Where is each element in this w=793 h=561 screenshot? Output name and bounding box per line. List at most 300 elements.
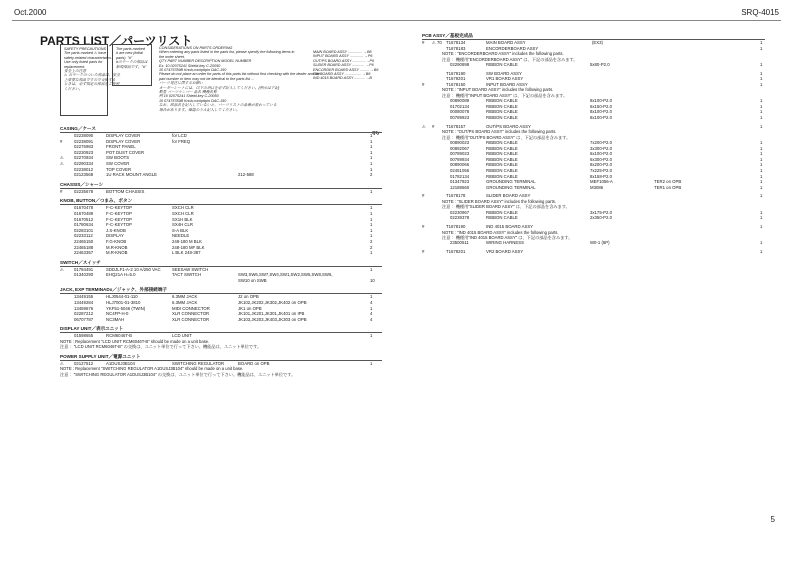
part-number: 23500511 <box>450 240 469 246</box>
part-name: TOP COVER <box>106 166 132 172</box>
part-name: F-C-KEYTOP <box>106 205 132 211</box>
part-name: GROUNDING TERMINAL <box>486 179 536 185</box>
part-number: 02276983 <box>74 144 94 150</box>
part-number: 02123568 <box>74 172 94 178</box>
part-qty: 1 <box>760 40 763 45</box>
part-name: RIBBON CABLE <box>486 109 518 115</box>
assy-note: NOTE : "IND 4015 BOARD ASSY" includes the following parts. <box>442 229 559 235</box>
note-line: ENCORDER BOARD ASSY ......... →B6 <box>313 67 379 72</box>
part-qty: 1 <box>760 179 763 185</box>
part-qty: 1 <box>760 248 763 254</box>
part-name: POT DUST COVER <box>106 149 145 155</box>
part-name: VR1 BOARD ASSY <box>486 76 524 82</box>
part-name: RIBBON CABLE <box>486 139 518 145</box>
part-name: ENCORDERBOARD ASSY <box>486 45 539 51</box>
note-line: parts). "#" <box>116 55 133 60</box>
part-number: 22465188 <box>74 244 94 250</box>
part-number: T1678157 <box>446 123 466 129</box>
part-description: 7x200-P2.0 <box>590 139 612 145</box>
part-description: W0-1 (6P) <box>590 240 610 246</box>
parts-section <box>60 126 382 178</box>
header-model: SRQ-4015 <box>741 8 779 17</box>
part-name: A1DUSJ3B104 <box>106 360 135 366</box>
assy-note: 注意 ：機種用"OUT/PS BOARD ASSY" は、下記の部品を含みます。 <box>442 134 571 140</box>
right-parts-column <box>422 33 765 255</box>
part-name: NC4FP-H-0 <box>106 311 129 317</box>
part-name: RIBBON CABLE <box>486 151 518 157</box>
part-name: HLJ7001-01-3810 <box>106 300 141 306</box>
header-rule <box>12 20 781 21</box>
parts-section <box>60 326 382 349</box>
note-line: パーツ発注に関するお願い <box>159 81 204 86</box>
part-number: 02127512 <box>74 360 94 366</box>
part-qty: 1 <box>370 305 373 311</box>
section-title: JACK, EXP TERMINADx／ジャック、外部接続端子 <box>60 287 382 294</box>
part-number: 02270934 <box>74 155 94 161</box>
part-qty: 1 <box>370 266 373 272</box>
part-number: T1678201 <box>446 248 466 254</box>
part-qty: 1 <box>760 114 763 120</box>
part-name: VR2 BOARD ASSY <box>486 248 524 254</box>
part-description: XLR CONNECTOR <box>172 311 210 317</box>
part-qty: 1 <box>760 123 763 129</box>
part-number: T1678178 <box>446 193 466 199</box>
part-qty: 1 <box>370 133 373 138</box>
part-description: for FREQ <box>172 138 191 144</box>
part-number: 02290334 <box>74 160 94 166</box>
part-remark: BOARD on OPB <box>238 360 270 366</box>
part-qty: 1 <box>760 162 763 168</box>
assy-note: 注意 ：機種用"INPUT BOARD ASSY" は、下記の部品を含みます。 <box>442 92 568 98</box>
part-name: SW COVER <box>106 160 130 166</box>
part-name: WIRING HARNESS <box>486 240 524 246</box>
parts-section <box>60 198 382 255</box>
part-name: SDDJLF1-A-2 10 A/250 VAC <box>106 266 161 272</box>
safety-mark: ⚠ <box>60 160 64 166</box>
unit-note: NOTE : Replacement "LCD UNIT RCM6046T-B" should be made on a unit base. <box>60 339 210 345</box>
part-qty: 1 <box>370 155 373 161</box>
assy-subpart-row <box>422 215 765 221</box>
part-number: 02239378 <box>450 215 470 221</box>
part-description: LCD UNIT <box>172 333 192 339</box>
note-line: INPUT BOARD ASSY ............. →P6 <box>313 54 373 59</box>
part-name: F-C-KEYTOP <box>106 216 132 222</box>
part-name: FRONT PANEL <box>106 144 136 150</box>
mark-2: # <box>432 123 435 129</box>
part-number: T1679190 <box>446 70 466 76</box>
mark-2: ⚠ 70 <box>432 40 442 45</box>
note-line: Ex. 10 02075241 Shield-key C-20050 <box>159 63 221 68</box>
note-line: SAFETY PRECAUTIONS <box>64 47 106 51</box>
part-name: DISPLAY COVER <box>106 138 141 144</box>
note-line: 例 10 02075241 Shield-key C-20050 <box>159 94 219 99</box>
note-line: 上重要な部品ですので交換する <box>64 77 116 82</box>
page-number: 5 <box>770 515 775 524</box>
part-number: 13449284 <box>74 300 94 306</box>
part-number: 00789923 <box>450 114 470 120</box>
part-name: M.R-KNOB <box>106 250 128 256</box>
part-name: RIBBON CABLE <box>486 103 518 109</box>
part-remark: 212-588 <box>238 172 254 178</box>
note-line: QTY PART NUMBER DESCRIPTION MODEL NUMBER <box>159 59 252 64</box>
note-line: 場合があります。確認のうえ記入してください。 <box>159 107 240 112</box>
header-date: Oct.2000 <box>14 8 47 17</box>
part-qty: 1 <box>760 98 763 104</box>
mark-1: # <box>422 81 425 87</box>
mark-1: # <box>422 248 425 254</box>
part-name: YKF51-5046 (TWIN) <box>106 305 146 311</box>
part-qty: 4 <box>370 300 373 306</box>
part-qty: 1 <box>370 149 373 155</box>
part-number: 02287212 <box>74 311 94 317</box>
part-name: DISPLAY <box>106 233 124 239</box>
part-name: J.S-KNOB <box>106 227 126 233</box>
part-number: 06707787 <box>74 316 94 322</box>
part-name: SW BOOTS <box>106 155 130 161</box>
assy-subpart-row <box>422 185 765 191</box>
part-qty: 4 <box>370 316 373 322</box>
part-name: 1U RACK MOUNT ANGLE <box>106 172 158 178</box>
note-line: MAIN BOARD ASSY .............. →B6 <box>313 50 372 54</box>
note-line: When ordering any parts listed in the parts list, please specify the following items in <box>159 50 295 55</box>
part-remark: SW3,SW6,SW7,SW4,SW1,SW2,SW5,SW8,SW6, <box>238 272 333 278</box>
part-qty: 1 <box>370 233 373 239</box>
part-qty: 1 <box>370 205 373 211</box>
part-remark: JK103,JK203,JK403,JK303 on OPB <box>238 316 307 322</box>
part-number: 01702134 <box>450 103 470 109</box>
part-number: 02233112 <box>74 233 93 239</box>
section-title: POWER SUPPLY UNIT／電源ユニット <box>60 354 382 361</box>
part-name: RIBBON CABLE <box>486 145 518 151</box>
part-name: MAIN BOARD ASSY <box>486 40 526 45</box>
part-qty: 1 <box>370 138 373 144</box>
part-name: EHQ21A H=5.0 <box>106 272 136 278</box>
mark-1: # <box>422 223 425 229</box>
note-line: replacement. <box>64 64 86 69</box>
part-name: RIBBON CABLE <box>486 162 518 168</box>
part-qty: 1 <box>760 76 763 82</box>
left-parts-column <box>60 126 382 377</box>
assy-note: NOTE : "ENCORDERBOARD ASSY" includes the following parts. <box>442 51 564 57</box>
part-number: 01598655 <box>74 333 94 339</box>
unit-note: 注意 ："LCD UNIT RCM6046T-B" の交換は、ユニット単位で行って下さい。機能品は、ユニット単位です。 <box>60 344 262 350</box>
part-description: M3086 <box>590 184 604 190</box>
safety-precautions-box <box>60 44 120 116</box>
part-description: 5x80-P2.0 <box>590 62 610 67</box>
part-qty: 1 <box>370 216 373 222</box>
part-description: 248-180 M BLK <box>172 238 202 244</box>
part-qty: 1 <box>760 145 763 151</box>
part-name: RIBBON CABLE <box>486 156 518 162</box>
part-name: F.G-KNOB <box>106 238 127 244</box>
safety-mark: # <box>60 138 63 144</box>
note-line: The parts marked ⚠ have <box>64 51 107 56</box>
assy-note: 注意 ：機種用"SLIDER BOARD ASSY" は、下記の部品を含みます。 <box>442 204 570 210</box>
part-number: 01780634 <box>74 222 94 228</box>
qty-header: Qty <box>372 130 380 135</box>
part-qty: 1 <box>760 70 763 76</box>
assy-row <box>422 249 765 255</box>
part-description: 8x100-P2.0 <box>590 109 612 115</box>
part-qty: 1 <box>370 333 373 339</box>
assy-row <box>422 46 765 52</box>
part-number: 01347923 <box>450 179 470 185</box>
part-number: 22465150 <box>74 238 94 244</box>
part-name: DISPLAY COVER <box>106 133 141 138</box>
safety-mark: ⚠ <box>60 266 64 272</box>
note-line: #のマークの部品は <box>116 60 148 65</box>
assy-note: 注意 ：機種用"IND 4015 BOARD ASSY" は、下記の部品を含みます。 <box>442 234 573 240</box>
part-number: 13449155 <box>74 294 94 300</box>
part-qty: 1 <box>760 173 763 179</box>
assy-row <box>422 224 765 230</box>
part-number: 00890089 <box>450 98 470 104</box>
part-number: 01340290 <box>74 272 94 278</box>
part-description: 6x300-P2.0 <box>590 156 612 162</box>
part-description: NEEDLE <box>172 233 190 239</box>
part-name: RIBBON CABLE <box>486 98 518 104</box>
section-title: CASING／ケース <box>60 126 382 133</box>
part-number: 01782134 <box>450 173 470 179</box>
part-number: 01670489 <box>74 210 94 216</box>
part-qty: 1 <box>760 209 763 215</box>
part-number: 02230967 <box>450 209 470 215</box>
part-remark: SW10 on SWB <box>238 277 267 283</box>
note-line: part number or item may not be identical to the parts list ... <box>159 76 255 81</box>
part-qty: 1 <box>760 240 763 246</box>
part-description: S-A BLK <box>172 227 189 233</box>
part-qty: 1 <box>370 250 373 256</box>
note-line: OUT/PS BOARD ASSY ............ →P6 <box>313 58 375 63</box>
part-description: 6.3MM JACK <box>172 300 198 306</box>
part-remark: JK102,JK202,JK302,JK402 on OPB <box>238 300 307 306</box>
mark-1: ⚠ <box>422 123 426 129</box>
part-description: MEF1056-A <box>590 179 613 185</box>
part-qty: 1 <box>370 210 373 216</box>
part-number: T1678190 <box>446 223 466 229</box>
part-remark: J2 on OPB <box>238 294 259 300</box>
part-description: 8x100-P2.0 <box>590 114 612 120</box>
part-description: 3x300-P2.0 <box>590 145 612 151</box>
part-qty: 1 <box>370 166 373 172</box>
assy-subpart-row <box>422 62 765 68</box>
part-description: for LCD <box>172 133 187 138</box>
part-qty: 1 <box>370 222 373 228</box>
note-line: Use only listed parts for <box>64 60 103 65</box>
part-name: RIBBON CABLE <box>486 173 518 179</box>
part-qty: 1 <box>760 103 763 109</box>
part-qty: 1 <box>760 139 763 145</box>
note-line: CONSIDERATIONS ON PARTS ORDERING <box>159 46 233 50</box>
note-line: Please do not place an order for parts of this parts list without first checking with the dealer and the <box>159 72 320 77</box>
note-line: IND 4015 BOARD ASSY .......... →B <box>313 76 372 81</box>
part-number: 13459676 <box>74 305 94 311</box>
note-line: safety-related characteristics. <box>64 55 112 60</box>
part-qty: 1 <box>760 156 763 162</box>
part-name: BOTTOM CHASSIS <box>106 188 145 194</box>
note-line: オーダーシートには、以下の項目を必ず記入してください。(例示は下記) <box>159 85 280 90</box>
part-qty: 2 <box>370 244 373 250</box>
part-description: 8x200-P2.0 <box>590 162 612 168</box>
part-name: RIBBON CABLE <box>486 215 518 221</box>
part-description: XLR CONNECTOR <box>172 316 210 322</box>
part-description: SEESAW SWITCH <box>172 266 209 272</box>
unit-note: NOTE : Replacement "SWITCHING REGULATOR A1DUSJ3B104" should be made on a unit base. <box>60 366 244 372</box>
ordering-considerations-box <box>156 44 320 119</box>
section-title: DISPLAY UNIT／表示ユニット <box>60 326 382 333</box>
part-qty: 1 <box>370 360 373 366</box>
part-qty: 4 <box>370 311 373 317</box>
part-name: GROUNDING TERMINAL <box>486 184 536 190</box>
section-title: KNOB, BUTTON／つまみ、ボタン <box>60 198 382 205</box>
part-name: RCM6046T-B <box>106 333 133 339</box>
unit-note: 注意 ："SWITCHING REGULATOR A1DUSJ3B104" の交換は、ユニット単位で行って下さい。機能品は、ユニット単位です。 <box>60 371 296 377</box>
part-remark: TER1 on OPB <box>654 184 682 190</box>
part-name: RIBBON CABLE <box>486 62 518 67</box>
part-qty: 1 <box>760 62 763 67</box>
part-remark: JK101,JK201,JK301,JK401 on IPB <box>238 311 305 317</box>
part-name: OUT/PS BOARD ASSY <box>486 123 531 129</box>
note-line: SW BOARD ASSY ................ →B6 <box>313 72 371 77</box>
part-name: SLIDER BOARD ASSY <box>486 193 531 199</box>
part-number: 02451056 <box>450 167 470 173</box>
note-line: # are new (initial <box>116 51 143 56</box>
part-name: F-C-KEYTOP <box>106 222 132 228</box>
note-line: the order sheet. <box>159 54 185 59</box>
part-description: (EX3) <box>592 40 603 45</box>
part-number: T1678183 <box>446 45 466 51</box>
part-number: 02235678 <box>74 188 94 194</box>
safety-mark: # <box>60 188 63 194</box>
part-name: RIBBON CABLE <box>486 167 518 173</box>
part-description: SWITCHING REGULATOR <box>172 360 225 366</box>
part-qty: 1 <box>760 45 763 51</box>
part-description: 3x175-P2.0 <box>590 209 612 215</box>
note-line: ください。 <box>64 86 83 91</box>
part-number: 02283101 <box>74 227 94 233</box>
part-number: T1678134 <box>446 40 466 45</box>
part-name: INPUT BOARD ASSY <box>486 81 528 87</box>
part-number: 02238012 <box>74 166 94 172</box>
part-qty: 1 <box>760 223 763 229</box>
note-line: なお、部品名を記入していないと、パーツリストの品番が変わっている <box>159 103 277 108</box>
part-qty: 1 <box>760 109 763 115</box>
part-qty: 1 <box>370 227 373 233</box>
part-qty: 1 <box>760 193 763 199</box>
assy-note: NOTE : "INPUT BOARD ASSY" includes the following parts. <box>442 87 554 93</box>
part-name: RIBBON CABLE <box>486 114 518 120</box>
part-description: L BLK 248-387 <box>172 250 201 256</box>
mark-1: # <box>422 193 425 199</box>
assy-row <box>422 82 765 88</box>
part-qty: 1 <box>370 144 373 150</box>
parts-section <box>60 287 382 322</box>
part-qty: 2 <box>370 172 373 178</box>
part-number: 02290898 <box>450 62 470 67</box>
mark-1: # <box>422 40 425 45</box>
part-number: 00789934 <box>450 156 470 162</box>
part-description: SX4H CLR <box>172 222 194 228</box>
note-line: 新規部品です。"#" <box>116 64 147 69</box>
part-number: T1678150 <box>446 81 466 87</box>
note-line: 10 07475789B Knob,cockpitpin DAC-150 <box>159 68 227 73</box>
part-number: 00890023 <box>450 139 470 145</box>
assy-row <box>422 124 765 130</box>
part-name: SW BOARD ASSY <box>486 70 522 76</box>
part-row <box>60 317 382 323</box>
part-description: 7x225-P2.0 <box>590 167 612 173</box>
assy-subpart-row <box>422 240 765 246</box>
part-qty: 1 <box>760 151 763 157</box>
assy-note: NOTE : "OUT/PS BOARD ASSY" includes the following parts. <box>442 129 557 135</box>
part-description: MIDI CONNECTOR <box>172 305 210 311</box>
note-line: 安全上の注意 <box>64 69 87 74</box>
safety-mark: ⚠ <box>60 155 64 161</box>
part-name: HLJ0544-01-110 <box>106 294 138 300</box>
part-row <box>60 172 382 178</box>
part-qty: 1 <box>370 188 373 194</box>
new-parts-note-box <box>112 44 152 86</box>
note-line: 数量 パーツナンバー 品名 機種名称 <box>159 90 217 95</box>
part-description: TACT SWITCH <box>172 272 201 278</box>
parts-section <box>60 182 382 195</box>
notes-area <box>60 44 380 119</box>
part-row <box>60 333 382 339</box>
part-number: 02230923 <box>74 149 94 155</box>
part-qty: 1 <box>370 160 373 166</box>
note-line: The parts marked <box>116 47 145 51</box>
part-name: RIBBON CABLE <box>486 209 518 215</box>
part-number: 00789023 <box>450 151 470 157</box>
part-number: 02238091 <box>74 138 94 144</box>
parts-section <box>60 260 382 284</box>
section-title: CHASSIS／シャーシ <box>60 182 382 189</box>
section-title: SWITCH／スイッチ <box>60 260 382 267</box>
part-row <box>60 278 382 284</box>
note-line: ⚠ のマークのついた部品は、安全 <box>64 73 120 78</box>
pcb-assy-title: PCB ASSY／基板完成品 <box>422 33 765 40</box>
part-row <box>60 361 382 367</box>
part-name: NC3MAH <box>106 316 125 322</box>
part-qty: 1 <box>760 81 763 87</box>
part-description: 6.3MM JACK <box>172 294 198 300</box>
assy-subpart-row <box>422 115 765 121</box>
assy-note: 注意 ：機種用"ENCORDERBOARD ASSY" は、下記の部品を含みます。 <box>442 56 578 62</box>
part-number: 22463357 <box>74 250 94 256</box>
part-name: IND 4015 BOARD ASSY <box>486 223 534 229</box>
assy-row <box>422 193 765 199</box>
part-description: SX1H BLK <box>172 216 193 222</box>
pcb-assy-index-box <box>310 48 380 86</box>
part-description: SXCH CLR <box>172 205 194 211</box>
part-number: 01670512 <box>74 216 94 222</box>
part-number: 01784491 <box>74 266 94 272</box>
part-remark: TER2 on OPB <box>654 179 682 185</box>
part-description: SXCH CLR <box>172 210 194 216</box>
note-line: SLIDER BOARD ASSY ............ →P6 <box>313 63 374 68</box>
note-line: ときは、必ず指定の部品をご使用 <box>64 82 120 87</box>
part-description: 8x158-P2.0 <box>590 173 612 179</box>
assy-note: NOTE : "SLIDER BOARD ASSY" includes the following parts. <box>442 198 556 204</box>
part-number: 00892067 <box>450 145 470 151</box>
part-qty: 1 <box>760 215 763 221</box>
part-number: T1679201 <box>446 76 466 82</box>
part-qty: 2 <box>370 238 373 244</box>
part-description: 248-180 MF BLK <box>172 244 205 250</box>
part-remark: JK1 on OPB <box>238 305 262 311</box>
part-number: 12188560 <box>450 184 470 190</box>
part-row <box>60 250 382 256</box>
